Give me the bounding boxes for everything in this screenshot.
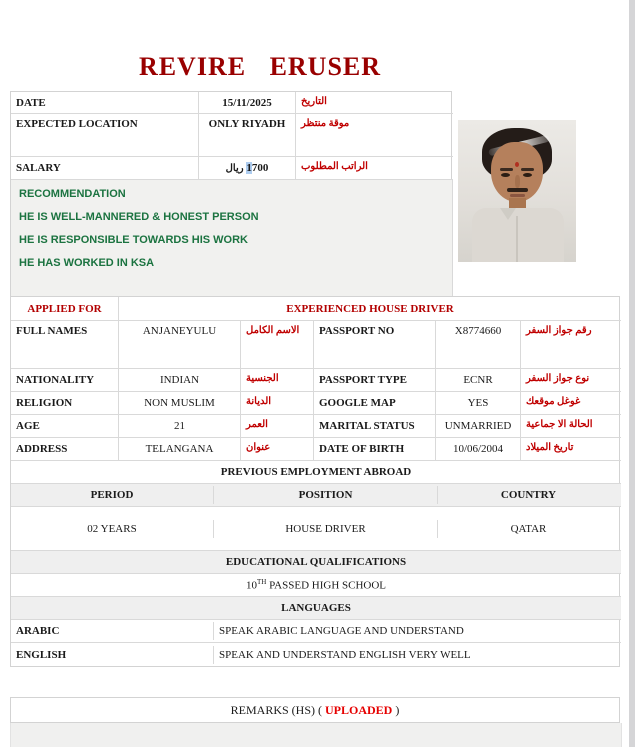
marital-status-value: UNMARRIED xyxy=(436,415,521,438)
date-value: 15/11/2025 xyxy=(199,92,296,114)
address-label-arabic: عنوان xyxy=(241,438,314,461)
details-table xyxy=(10,296,620,667)
full-names-label-arabic: الاسم الكامل xyxy=(241,321,314,369)
language-arabic-label: ARABIC xyxy=(11,622,214,640)
marital-status-label: MARITAL STATUS xyxy=(314,415,436,438)
salary-amount: 1700 ريال xyxy=(225,162,269,174)
photo-shirt xyxy=(472,208,564,262)
language-row-english xyxy=(11,643,621,666)
salary-selected-digit: 1 xyxy=(246,162,252,174)
google-map-value: YES xyxy=(436,392,521,415)
google-map-label-arabic: غوغل موقعك xyxy=(521,392,621,415)
date-label-arabic: التاريخ xyxy=(296,92,453,114)
full-names-value: ANJANEYULU xyxy=(119,321,241,369)
age-value: 21 xyxy=(119,415,241,438)
language-arabic-value: SPEAK ARABIC LANGUAGE AND UNDERSTAND xyxy=(219,625,464,637)
employment-col-country: COUNTRY xyxy=(500,489,557,501)
page-title: REVIRE ERUSER xyxy=(138,52,382,81)
date-label: DATE xyxy=(11,92,199,114)
recommendation-heading: RECOMMENDATION xyxy=(19,187,126,200)
applied-for-value: EXPERIENCED HOUSE DRIVER xyxy=(119,297,621,321)
languages-header: LANGUAGES xyxy=(11,597,621,620)
salary-label-arabic: الراتب المطلوب xyxy=(296,157,453,180)
language-row-arabic xyxy=(11,620,621,643)
summary-table xyxy=(10,91,452,299)
bottom-shaded-row xyxy=(10,723,622,747)
recommendation-block xyxy=(11,180,453,298)
google-map-label: GOOGLE MAP xyxy=(314,392,436,415)
expected-location-label: EXPECTED LOCATION xyxy=(11,114,199,157)
photo-bindi xyxy=(515,162,519,167)
employment-position-value: HOUSE DRIVER xyxy=(214,520,438,538)
religion-label-arabic: الديانة xyxy=(241,392,314,415)
applicant-photo xyxy=(458,120,576,262)
remarks-uploaded-badge: UPLOADED xyxy=(325,702,393,717)
recommendation-line: HE IS WELL-MANNERED & HONEST PERSON xyxy=(19,210,259,223)
photo-mustache xyxy=(507,188,528,192)
marital-status-label-arabic: الحالة الا جماعية xyxy=(521,415,621,438)
salary-currency: ريال xyxy=(225,163,244,174)
employment-col-position: POSITION xyxy=(214,486,438,504)
recommendation-line: HE HAS WORKED IN KSA xyxy=(19,256,155,269)
remarks-suffix: ) xyxy=(395,702,400,717)
passport-no-label: PASSPORT NO xyxy=(314,321,436,369)
age-label: AGE xyxy=(11,415,119,438)
address-label: ADDRESS xyxy=(11,438,119,461)
religion-label: RELIGION xyxy=(11,392,119,415)
religion-value: NON MUSLIM xyxy=(119,392,241,415)
date-of-birth-label-arabic: تاريخ الميلاد xyxy=(521,438,621,461)
expected-location-label-arabic: موقة منتظر xyxy=(296,114,453,157)
recommendation-line: HE IS RESPONSIBLE TOWARDS HIS WORK xyxy=(19,233,248,246)
full-names-label: FULL NAMES xyxy=(11,321,119,369)
expected-location-value: ONLY RIYADH xyxy=(199,114,296,157)
page-right-edge xyxy=(629,0,635,747)
education-value: 10TH PASSED HIGH SCHOOL xyxy=(11,574,621,597)
applied-for-label: APPLIED FOR xyxy=(11,297,119,321)
employment-country-value: QATAR xyxy=(510,522,547,535)
age-label-arabic: العمر xyxy=(241,415,314,438)
passport-no-value: X8774660 xyxy=(436,321,521,369)
language-english-label: ENGLISH xyxy=(11,646,214,664)
date-of-birth-label: DATE OF BIRTH xyxy=(314,438,436,461)
address-value: TELANGANA xyxy=(119,438,241,461)
employment-columns-row xyxy=(11,484,621,507)
photo-face xyxy=(491,142,543,202)
nationality-value: INDIAN xyxy=(119,369,241,392)
employment-period-value: 02 YEARS xyxy=(11,520,214,538)
employment-header: PREVIOUS EMPLOYMENT ABROAD xyxy=(11,461,621,484)
employment-col-period: PERIOD xyxy=(11,486,214,504)
passport-type-label-arabic: نوع جواز السفر xyxy=(521,369,621,392)
remarks-row xyxy=(10,697,620,723)
employment-values-row xyxy=(11,507,621,551)
passport-type-label: PASSPORT TYPE xyxy=(314,369,436,392)
salary-label: SALARY xyxy=(11,157,199,180)
date-of-birth-value: 10/06/2004 xyxy=(436,438,521,461)
education-header: EDUCATIONAL QUALIFICATIONS xyxy=(11,551,621,574)
nationality-label: NATIONALITY xyxy=(11,369,119,392)
nationality-label-arabic: الجنسية xyxy=(241,369,314,392)
passport-type-value: ECNR xyxy=(436,369,521,392)
remarks-prefix: REMARKS (HS) ( xyxy=(230,702,322,717)
language-english-value: SPEAK AND UNDERSTAND ENGLISH VERY WELL xyxy=(219,648,471,661)
passport-no-label-arabic: رقم جواز السفر xyxy=(521,321,621,369)
salary-value xyxy=(199,157,296,180)
